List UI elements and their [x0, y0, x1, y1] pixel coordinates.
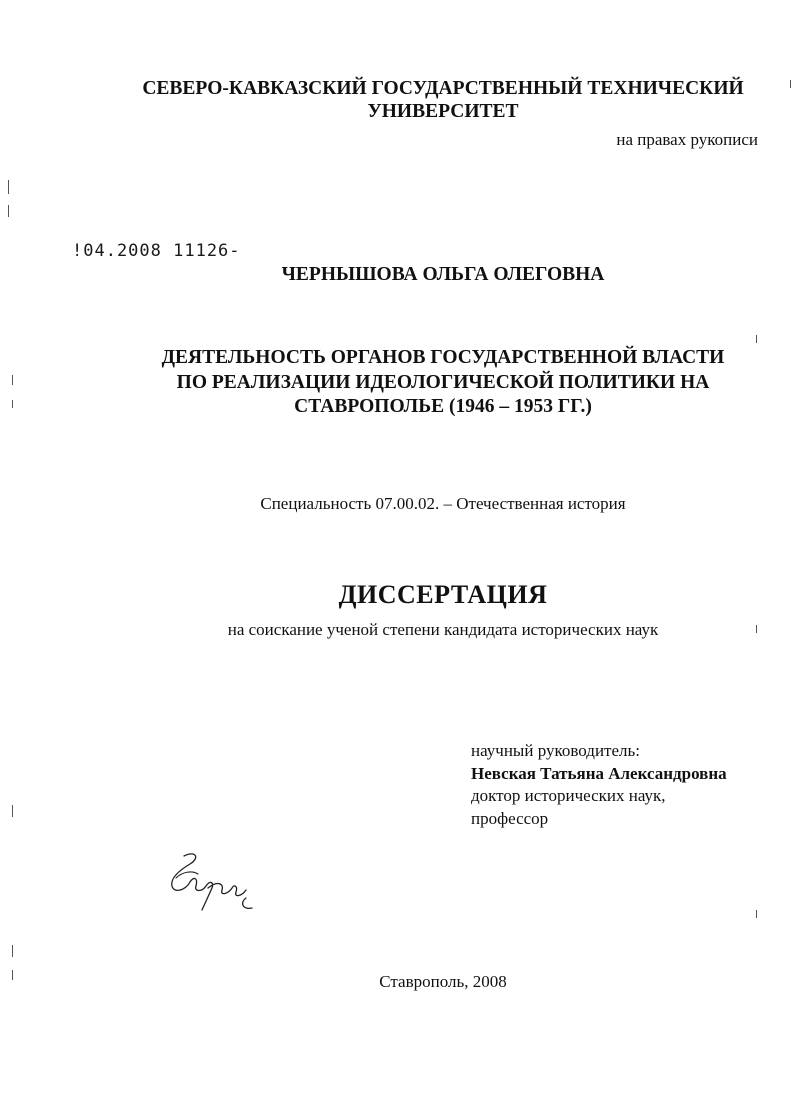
thesis-title-line-1: ДЕЯТЕЛЬНОСТЬ ОРГАНОВ ГОСУДАРСТВЕННОЙ ВЛАСТИ: [161, 347, 725, 368]
scan-mark: [12, 805, 13, 817]
university-line-2: УНИВЕРСИТЕТ: [367, 101, 519, 122]
registration-stamp: !04.2008 11126-: [72, 241, 241, 261]
thesis-title: [60, 346, 798, 420]
thesis-title-line-2: ПО РЕАЛИЗАЦИИ ИДЕОЛОГИЧЕСКОЙ ПОЛИТИКИ НА: [176, 371, 710, 393]
scan-mark: [756, 335, 757, 343]
supervisor-label: научный руководитель:: [471, 741, 640, 760]
scan-mark: [8, 205, 9, 217]
university-name: [60, 77, 798, 123]
place-and-year: Ставрополь, 2008: [379, 972, 507, 991]
supervisor-degree: доктор исторических наук,: [471, 786, 666, 805]
thesis-title-line-3: СТАВРОПОЛЬЕ (1946 – 1953 ГГ.): [294, 396, 592, 417]
rights-note: на правах рукописи: [616, 130, 758, 149]
supervisor-name: Невская Татьяна Александровна: [471, 763, 727, 783]
degree-line: на соискание ученой степени кандидата исторических наук: [227, 620, 659, 639]
scan-mark: [12, 375, 13, 385]
scan-mark: [12, 400, 13, 408]
scan-mark: [12, 970, 13, 980]
document-type-heading: ДИССЕРТАЦИЯ: [338, 580, 548, 609]
handwritten-signature: [162, 848, 262, 923]
scan-mark: [8, 180, 9, 194]
scan-mark: [756, 910, 757, 918]
scan-mark: [12, 945, 13, 957]
supervisor-rank: профессор: [471, 808, 549, 828]
supervisor-block: [471, 740, 727, 830]
scan-mark: [756, 625, 757, 633]
author-name: ЧЕРНЫШОВА ОЛЬГА ОЛЕГОВНА: [281, 264, 605, 285]
university-line-1: СЕВЕРО-КАВКАЗСКИЙ ГОСУДАРСТВЕННЫЙ ТЕХНИЧЕСКИЙ: [142, 78, 744, 99]
scan-mark: [790, 80, 791, 88]
specialty-line: Специальность 07.00.02. – Отечественная история: [260, 494, 626, 513]
